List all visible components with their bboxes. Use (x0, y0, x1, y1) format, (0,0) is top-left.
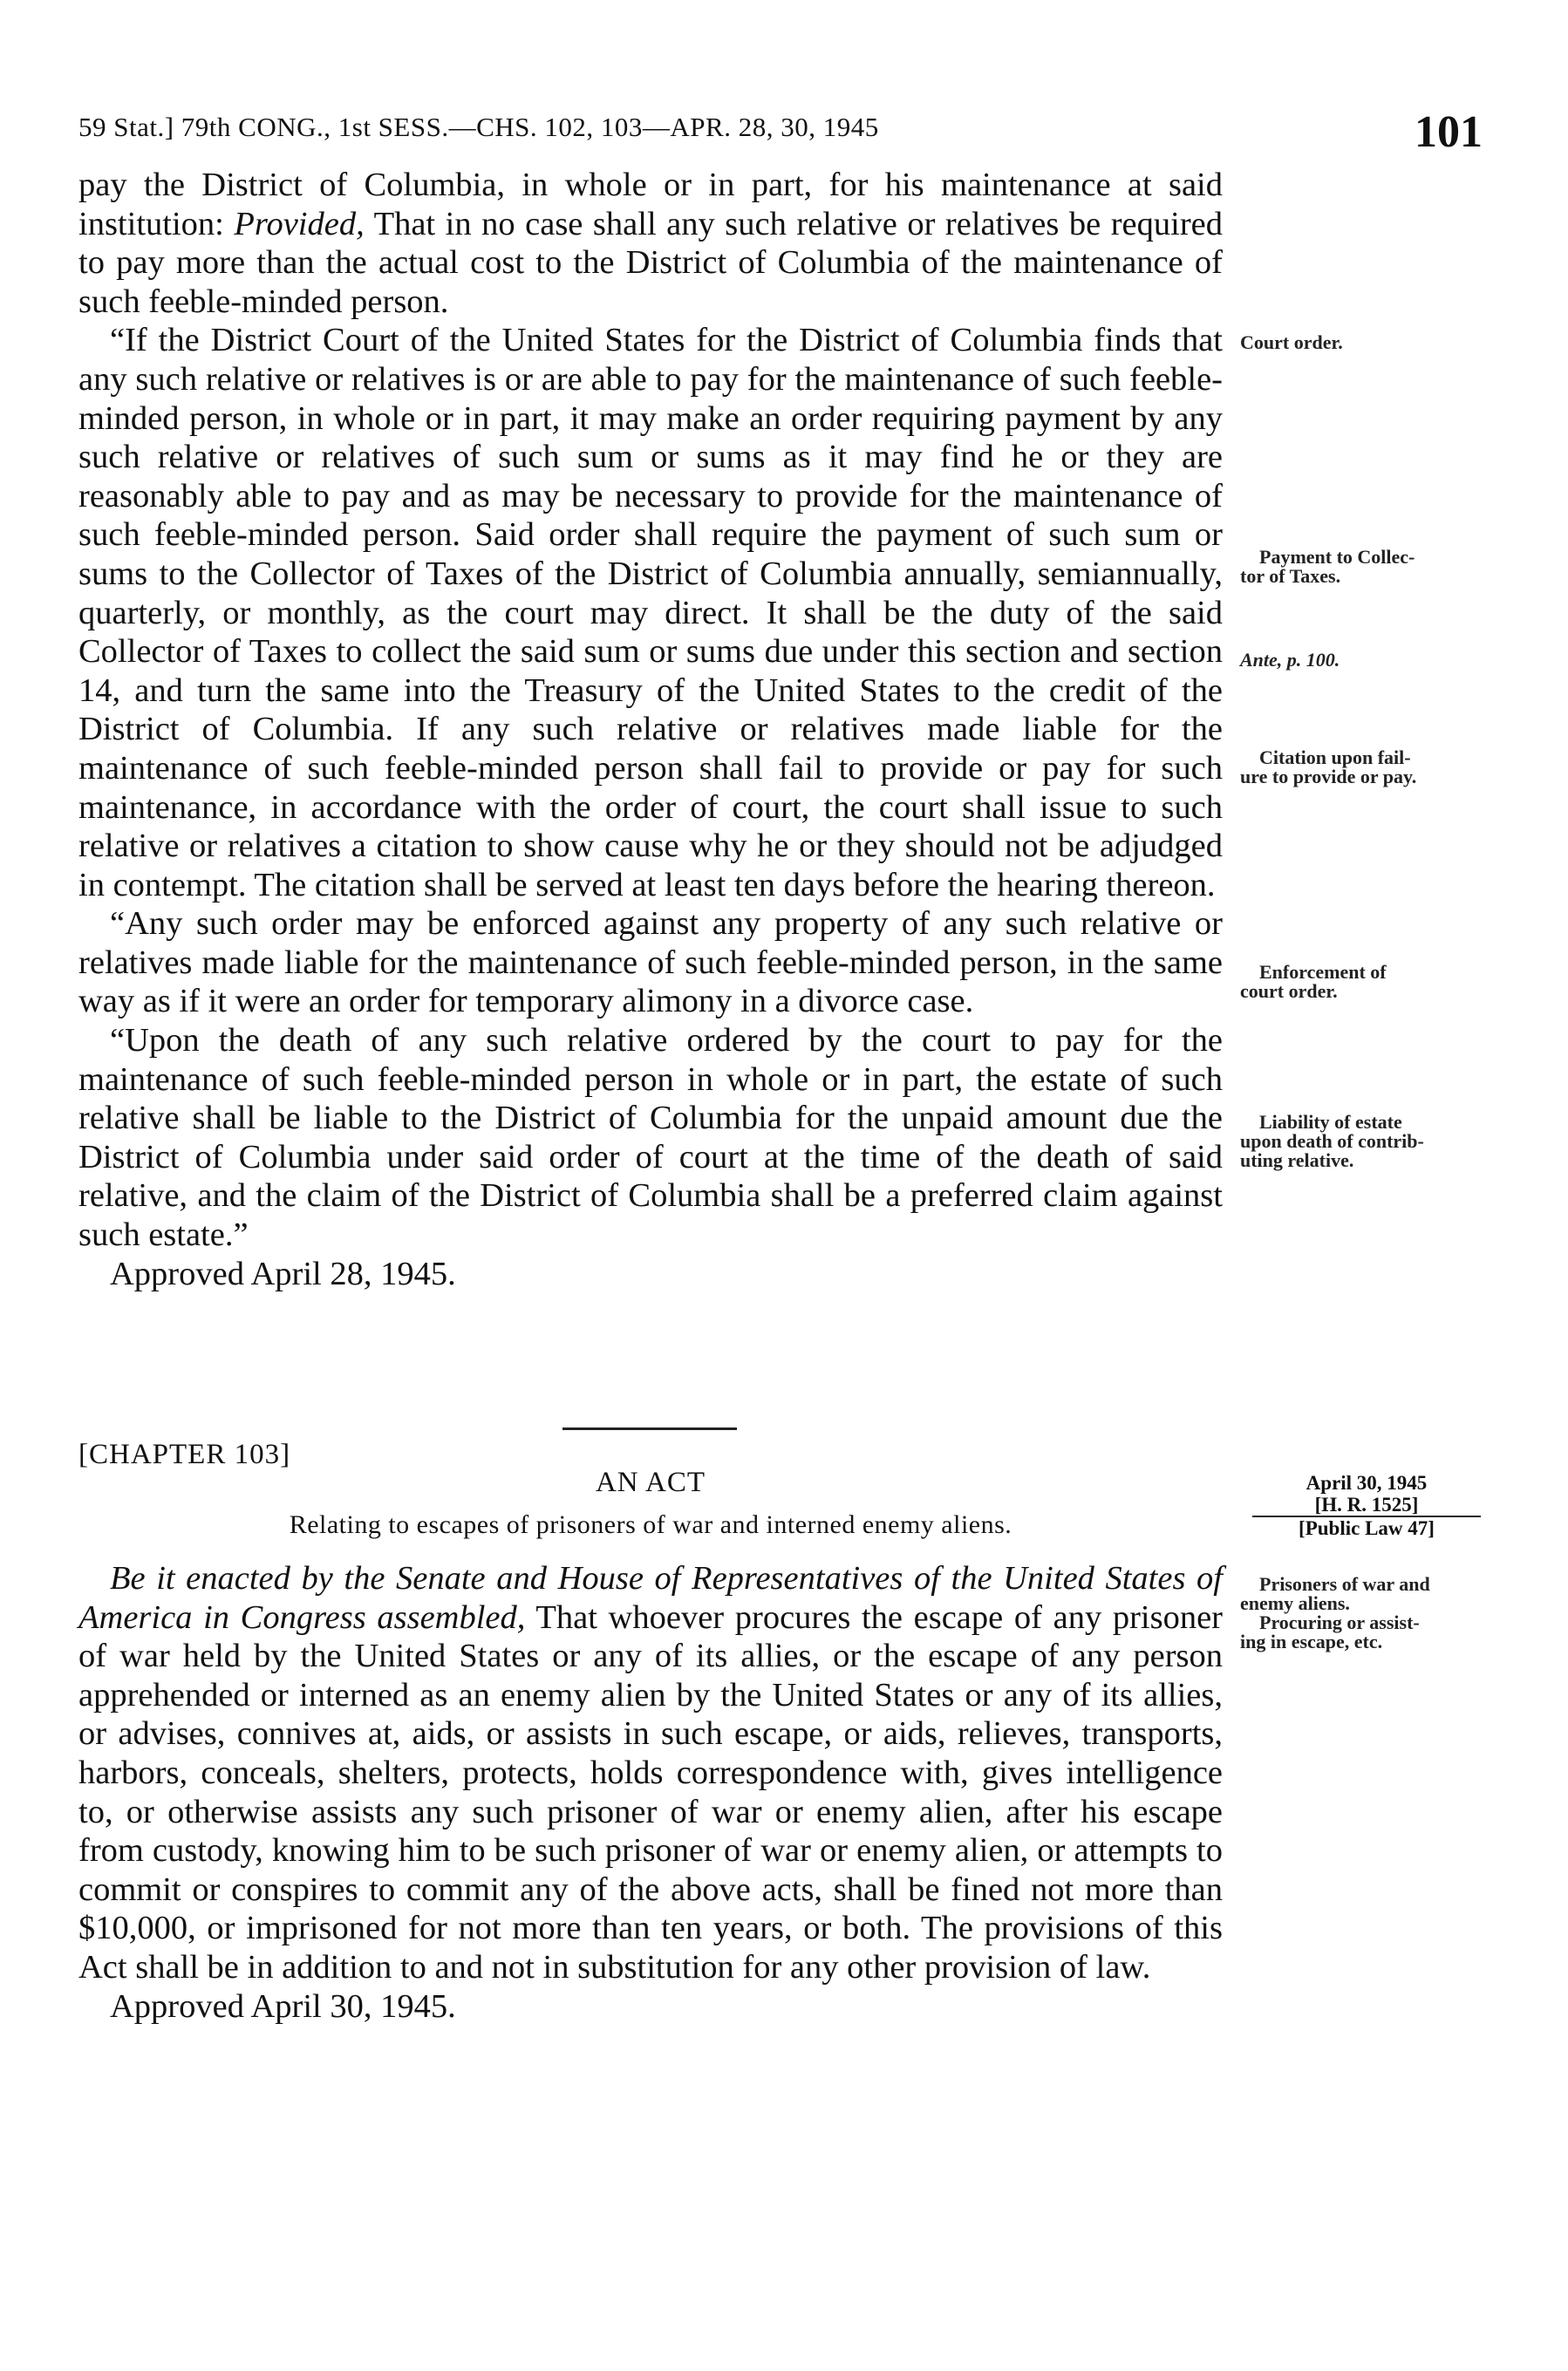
paragraph-text: “Any such order may be enforced against any property of any such relative or relatives made liable for the maintenance of such feeble-minded person, in the same way as if it were an order for temporary alimony in a divorce case. (78, 905, 1223, 1020)
paragraph-enforcement (78, 904, 1223, 1021)
approved-date: Approved April 30, 1945. (110, 1987, 456, 2025)
enacting-clause: Be it enacted by the Senate and House of Representatives of the United States of America in Congress assembled, (78, 1560, 1223, 1636)
margin-note-prisoners (1240, 1575, 1493, 1652)
paragraph-text: “Upon the death of any such relative ordered by the court to pay for the maintenance of such feeble-minded person in whole or in part, the estate of such relative shall be liable to the District of Columbia for the unpaid amount due the District of Columbia under said order of court at the time of the death of said relative, and the claim of the District of Columbia shall be a preferred claim against such estate.” (78, 1022, 1223, 1254)
chapter-label: [CHAPTER 103] (78, 1439, 291, 1470)
note-text: upon death of contrib- (1240, 1130, 1424, 1152)
note-text: uting relative. (1240, 1149, 1354, 1171)
paragraph-maintenance (78, 166, 1223, 321)
note-text: Procuring or assist- (1259, 1611, 1420, 1633)
paragraph-text: That whoever procures the escape of any prisoner of war held by the United States or any of its allies, or the escape of any person apprehended or interned as an enemy alien by the United States or any of its allies, or advises, connives at, aids, or assists in such escape, or aids, relieves, transports, harbors, conceals, shelters, protects, holds correspondence with, gives intelligence to, or otherwise assists any such prisoner of war or enemy alien, after his escape from custody, knowing him to be such prisoner of war or enemy alien, or attempts to commit or conspires to commit any of the above acts, shall be fined not more than $10,000, or imprisoned for not more than ten years, or both. The provisions of this Act shall be in addition to and not in substitution for any other provision of law. (78, 1598, 1224, 1986)
note-text: ure to provide or pay. (1240, 766, 1417, 787)
chapter-divider (562, 1427, 737, 1430)
paragraph-escapes (78, 1559, 1223, 1987)
chapter-103-text (78, 1559, 1223, 2026)
provided-clause: Provided, (234, 205, 365, 242)
act-title: AN ACT (595, 1467, 706, 1498)
note-text: Court order. (1240, 331, 1343, 353)
chapter-102-continuation (78, 166, 1223, 1293)
margin-note-court-order (1240, 333, 1493, 352)
margin-note-liability (1240, 1113, 1493, 1170)
note-text: Prisoners of war and (1259, 1573, 1430, 1595)
act-description: Relating to escapes of prisoners of war and interned enemy aliens. (289, 1510, 1012, 1539)
note-text: ing in escape, etc. (1240, 1631, 1383, 1652)
running-head: 59 Stat.] 79th CONG., 1st SESS.—CHS. 102, 103—APR. 28, 30, 1945 (78, 112, 879, 142)
paragraph-liability (78, 1021, 1223, 1255)
margin-note-citation (1240, 748, 1493, 787)
margin-note-payment (1240, 548, 1493, 586)
paragraph-text: pay the District of Columbia, in whole or in part, for his maintenance at said institution: (78, 167, 1223, 242)
paragraph-text: That in no case shall any such relative or relatives be required to pay more than the actual cost to the District of Columbia of the maintenance of such feeble-minded person. (78, 205, 1224, 320)
bill-reference (1252, 1472, 1481, 1539)
paragraph-court-order (78, 321, 1223, 904)
public-law-number: [Public Law 47] (1299, 1517, 1435, 1539)
margin-note-enforcement (1240, 963, 1493, 1001)
page-header (78, 106, 1483, 167)
note-text: Citation upon fail- (1259, 746, 1411, 768)
note-text: Ante, p. 100. (1240, 649, 1340, 671)
note-text: Payment to Collec- (1259, 546, 1415, 568)
page-number: 101 (1415, 107, 1483, 157)
note-text: Enforcement of (1259, 961, 1387, 983)
paragraph-text: “If the District Court of the United States for the District of Columbia finds that any such relative or relatives is or are able to pay for the maintenance of such feeble-minded person, in whole or in part, it may make an order requiring payment by any such relative or relatives of such sum or sums as it may find he or they are reasonably able to pay and as may be necessary to provide for the maintenance of such feeble-minded person. Said order shall require the payment of such sum or sums to the Collector of Taxes of the District of Columbia annually, semiannually, quarterly, or monthly, as the court may direct. It shall be the duty of the said Collector of Taxes to collect the said sum or sums due under this section and section 14, and turn the same into the Treasury of the United States to the credit of the District of Columbia. If any such relative or relatives made liable for the maintenance of such feeble-minded person shall fail to provide or pay for such maintenance, in accordance with the order of court, the court shall issue to such relative or relatives a citation to show cause why he or they should not be adjudged in contempt. The citation shall be served at least ten days before the hearing thereon. (78, 322, 1223, 903)
bill-number: [H. R. 1525] (1252, 1494, 1481, 1517)
note-text: tor of Taxes. (1240, 565, 1341, 587)
approved-date: Approved April 28, 1945. (110, 1255, 456, 1292)
bill-date: April 30, 1945 (1306, 1472, 1428, 1494)
note-text: enemy aliens. (1240, 1592, 1350, 1614)
note-text: Liability of estate (1259, 1111, 1402, 1133)
note-text: court order. (1240, 980, 1338, 1002)
margin-note-ante (1240, 651, 1493, 670)
